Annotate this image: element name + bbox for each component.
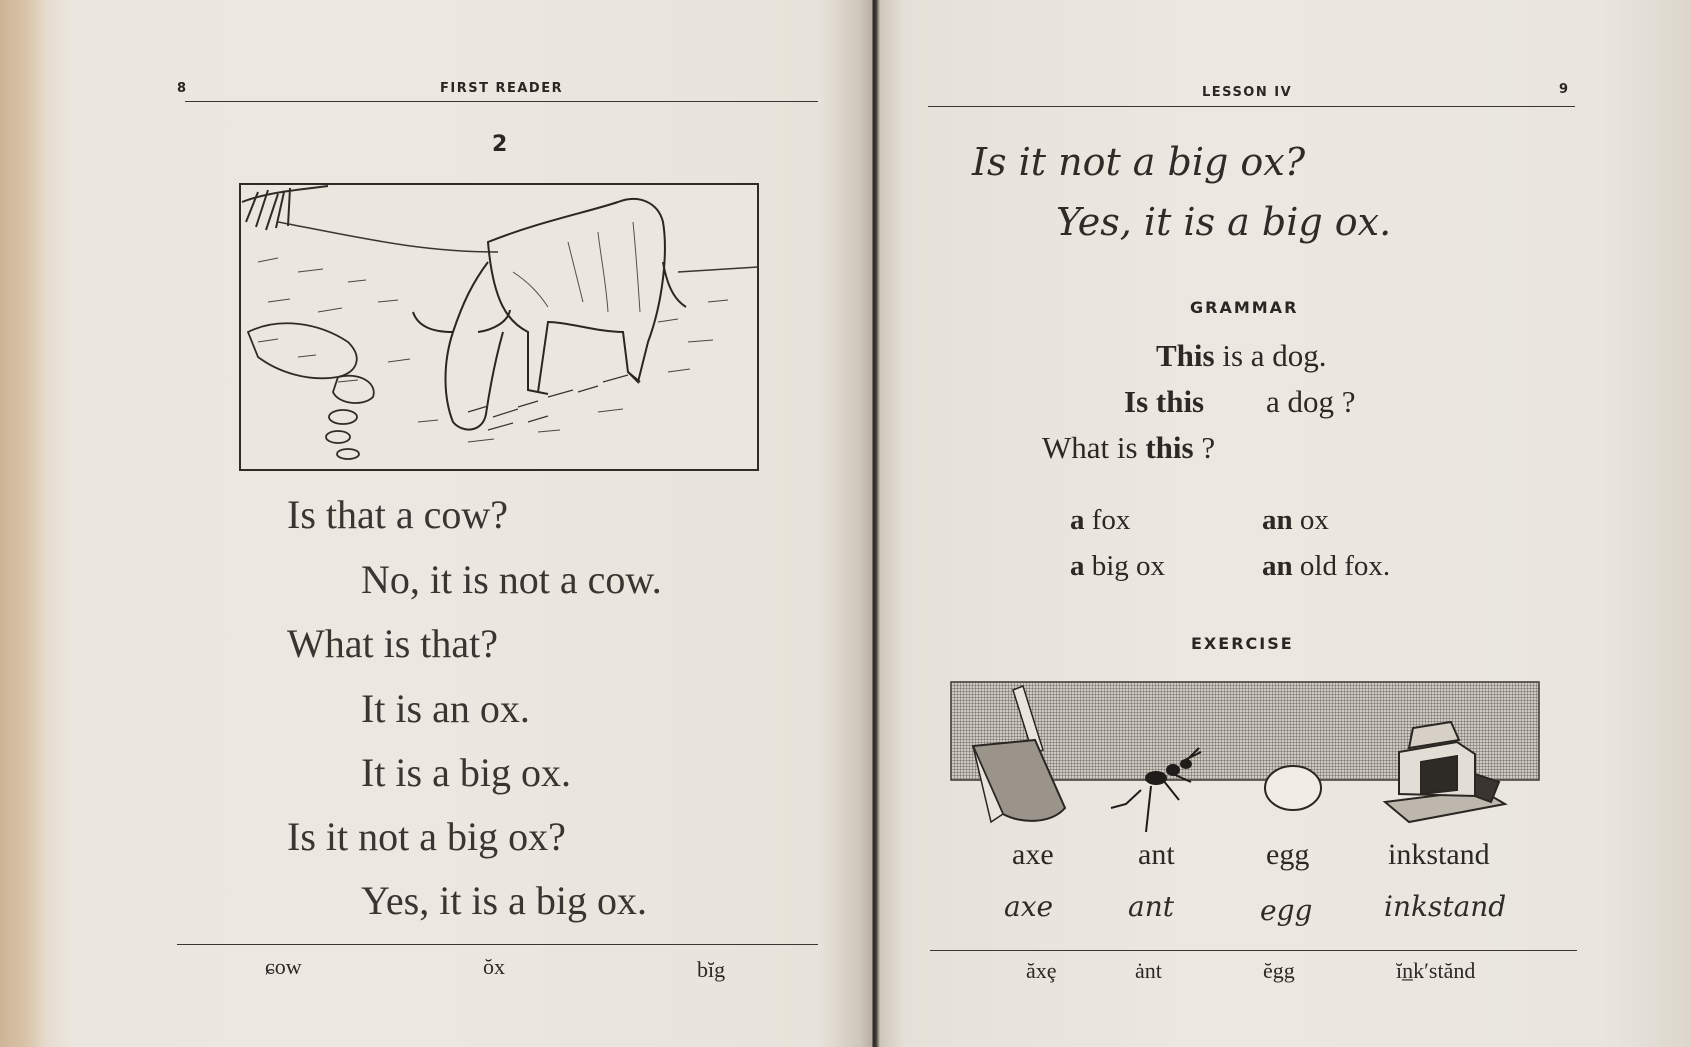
exercise-heading: EXERCISE bbox=[1191, 634, 1294, 653]
exercise-word-ant: ant bbox=[1138, 838, 1175, 871]
script-word-axe: axe bbox=[1004, 890, 1054, 923]
article-an-ox: an ox bbox=[1262, 504, 1329, 536]
reading-line-4: It is an ox. bbox=[361, 686, 530, 731]
pron-word-ant: ȧnt bbox=[1135, 958, 1162, 983]
script-line-2: Yes, it is a big ox. bbox=[1056, 200, 1392, 244]
right-page bbox=[876, 0, 1691, 1047]
reading-line-5: It is a big ox. bbox=[361, 750, 571, 795]
grammar-line-1: This is a dog. bbox=[1156, 338, 1327, 373]
header-rule bbox=[185, 101, 818, 102]
header-rule bbox=[928, 106, 1575, 107]
left-page-number: 8 bbox=[177, 81, 188, 96]
script-word-inkstand: inkstand bbox=[1384, 890, 1507, 923]
lesson-number: 2 bbox=[492, 132, 508, 157]
right-page-number: 9 bbox=[1559, 82, 1570, 97]
ox-grazing-illustration bbox=[238, 182, 760, 472]
grammar-line-2: Is this bbox=[1124, 384, 1205, 419]
grammar-line-2-end: a dog ? bbox=[1266, 384, 1356, 419]
pron-word-axe: ăxȩ bbox=[1026, 958, 1057, 983]
reading-line-3: What is that? bbox=[287, 621, 499, 666]
exercise-word-egg: egg bbox=[1266, 838, 1310, 871]
pron-word-cow: ɕow bbox=[265, 954, 302, 979]
exercise-word-inkstand: inkstand bbox=[1388, 838, 1490, 871]
left-running-head: FIRST READER bbox=[440, 81, 564, 96]
egg-drawing bbox=[1265, 766, 1321, 810]
article-a-fox: a fox bbox=[1070, 504, 1131, 536]
grammar-heading: GRAMMAR bbox=[1190, 298, 1299, 317]
footer-rule bbox=[930, 950, 1577, 951]
reading-line-2: No, it is not a cow. bbox=[361, 557, 662, 602]
script-word-egg: egg bbox=[1260, 894, 1313, 927]
article-a-big-ox: a big ox bbox=[1070, 550, 1166, 582]
reading-line-7: Yes, it is a big ox. bbox=[361, 878, 647, 923]
grammar-line-3: What is this ? bbox=[1042, 430, 1216, 465]
reading-line-6: Is it not a big ox? bbox=[287, 814, 566, 859]
pron-word-inkstand: ĭn̲k′stănd bbox=[1396, 958, 1476, 983]
article-an-old-fox: an old fox. bbox=[1262, 550, 1391, 582]
script-word-ant: ant bbox=[1128, 890, 1174, 923]
pron-word-ox: ŏx bbox=[483, 954, 505, 979]
footer-rule bbox=[177, 944, 818, 945]
script-line-1: Is it not a big ox? bbox=[972, 140, 1306, 184]
exercise-objects-illustration bbox=[951, 682, 1541, 832]
right-running-head: LESSON IV bbox=[1202, 85, 1293, 100]
reading-line-1: Is that a cow? bbox=[287, 492, 509, 537]
pron-word-egg: ĕgg bbox=[1263, 958, 1295, 983]
exercise-word-axe: axe bbox=[1012, 838, 1054, 871]
pron-word-big: bĭg bbox=[697, 957, 726, 982]
